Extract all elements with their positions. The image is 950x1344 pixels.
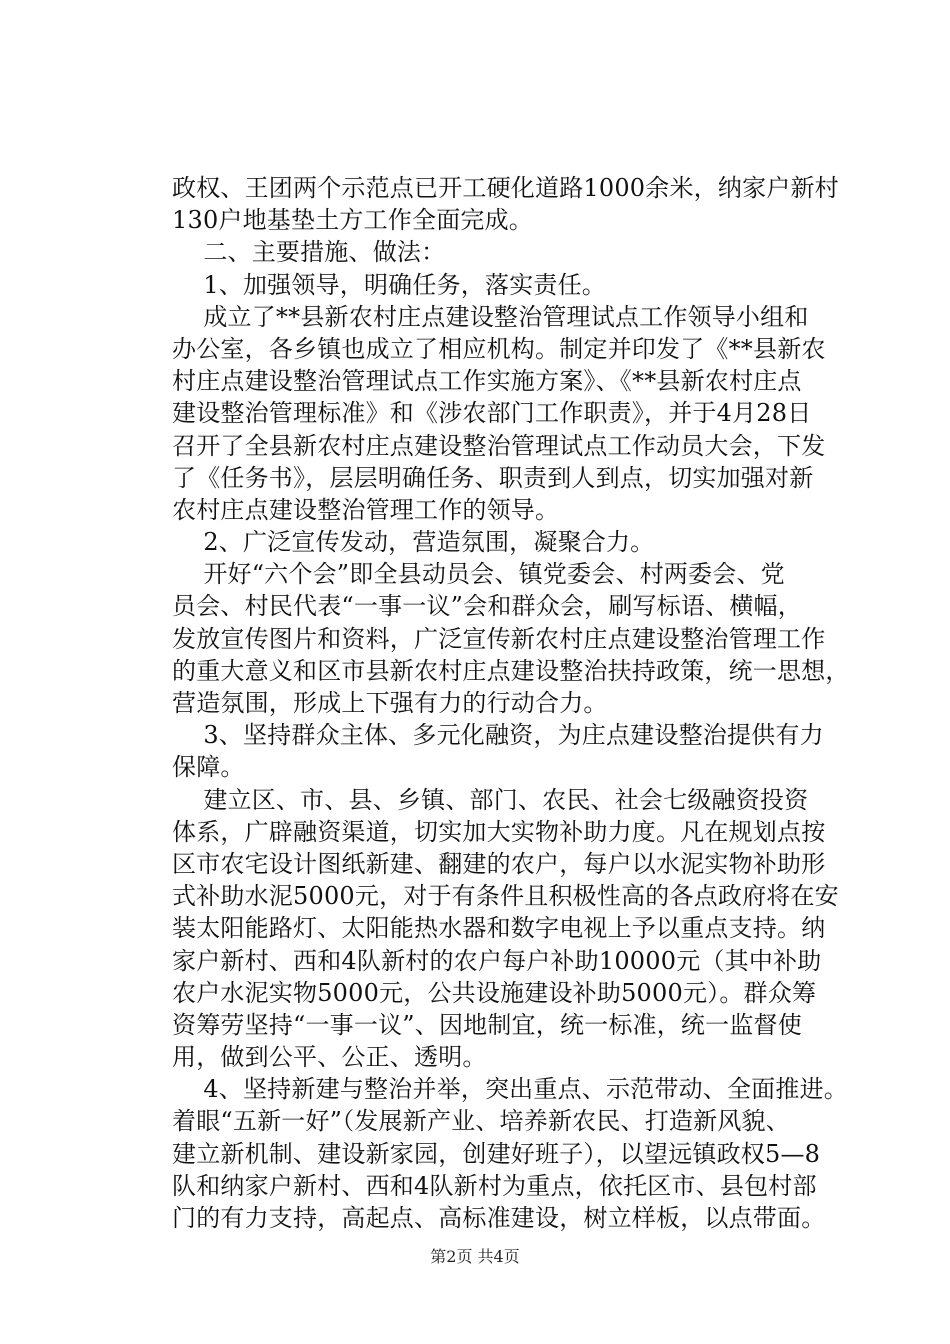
text-line: 资筹劳坚持“一事一议”、因地制宜，统一标准，统一监督使	[172, 1010, 802, 1039]
text-line: 家户新村、西和4队新村的农户每户补助10000元（其中补助	[172, 946, 822, 975]
text-line: 农户水泥实物5000元，公共设施建设补助5000元）。群众筹	[172, 978, 817, 1007]
text-line: 村庄点建设整治管理试点工作实施方案》、《**县新农村庄点	[172, 367, 802, 396]
subsection-heading: 1、加强领导，明确任务，落实责任。	[172, 270, 606, 299]
text-line: 发放宣传图片和资料，广泛宣传新农村庄点建设整治管理工作	[172, 624, 826, 653]
text-line: 区市农宅设计图纸新建、翻建的农户，每户以水泥实物补助形	[172, 849, 826, 878]
text-line: 建设整治管理标准》和《涉农部门工作职责》，并于4月28日	[172, 399, 812, 428]
text-line: 130户地基垫土方工作全面完成。	[172, 206, 534, 235]
text-line: 开好“六个会”即全县动员会、镇党委会、村两委会、党	[172, 560, 785, 589]
text-line: 召开了全县新农村庄点建设整治管理试点工作动员大会，下发	[172, 431, 826, 460]
text-line: 的重大意义和区市县新农村庄点建设整治扶持政策，统一思想，	[172, 656, 850, 685]
text-line: 营造氛围，形成上下强有力的行动合力。	[172, 689, 608, 717]
page-number-footer: 第2页 共4页	[430, 1247, 520, 1266]
text-line: 员会、村民代表“一事一议”会和群众会，刷写标语、横幅，	[172, 592, 802, 621]
subsection-heading: 3、坚持群众主体、多元化融资，为庄点建设整治提供有力	[172, 721, 824, 750]
text-line: 政权、王团两个示范点已开工硬化道路1000余米，纳家户新村	[172, 174, 839, 202]
text-line: 门的有力支持，高起点、高标准建设，树立样板，以点带面。	[172, 1204, 826, 1232]
text-line: 了《任务书》，层层明确任务、职责到人到点，切实加强对新	[172, 463, 814, 492]
text-line: 建立新机制、建设新家园，创建好班子），以望远镇政权5—8	[172, 1139, 821, 1168]
text-line: 建立区、市、县、乡镇、部门、农民、社会七级融资投资	[172, 785, 809, 814]
text-line: 队和纳家户新村、西和4队新村为重点，依托区市、县包村部	[172, 1171, 817, 1200]
text-line: 用，做到公平、公正、透明。	[172, 1043, 487, 1072]
text-line: 体系，广辟融资渠道，切实加大实物补助力度。凡在规划点按	[172, 817, 826, 846]
text-line: 保障。	[172, 753, 245, 782]
text-line: 办公室，各乡镇也成立了相应机构。制定并印发了《**县新农	[172, 334, 826, 363]
text-line: 着眼“五新一好”（发展新产业、培养新农民、打造新风貌、	[172, 1107, 790, 1136]
text-line: 成立了**县新农村庄点建设整治管理试点工作领导小组和	[172, 302, 809, 331]
text-line: 农村庄点建设整治管理工作的领导。	[172, 495, 560, 524]
subsection-heading: 2、广泛宣传发动，营造氛围，凝聚合力。	[172, 528, 655, 557]
text-line: 式补助水泥5000元，对于有条件且积极性高的各点政府将在安	[172, 882, 839, 911]
subsection-heading: 4、坚持新建与整治并举，突出重点、示范带动、全面推进。	[172, 1075, 848, 1104]
text-line: 装太阳能路灯、太阳能热水器和数字电视上予以重点支持。纳	[172, 914, 826, 943]
section-heading: 二、主要措施、做法：	[172, 238, 446, 267]
document-body	[172, 172, 850, 1234]
